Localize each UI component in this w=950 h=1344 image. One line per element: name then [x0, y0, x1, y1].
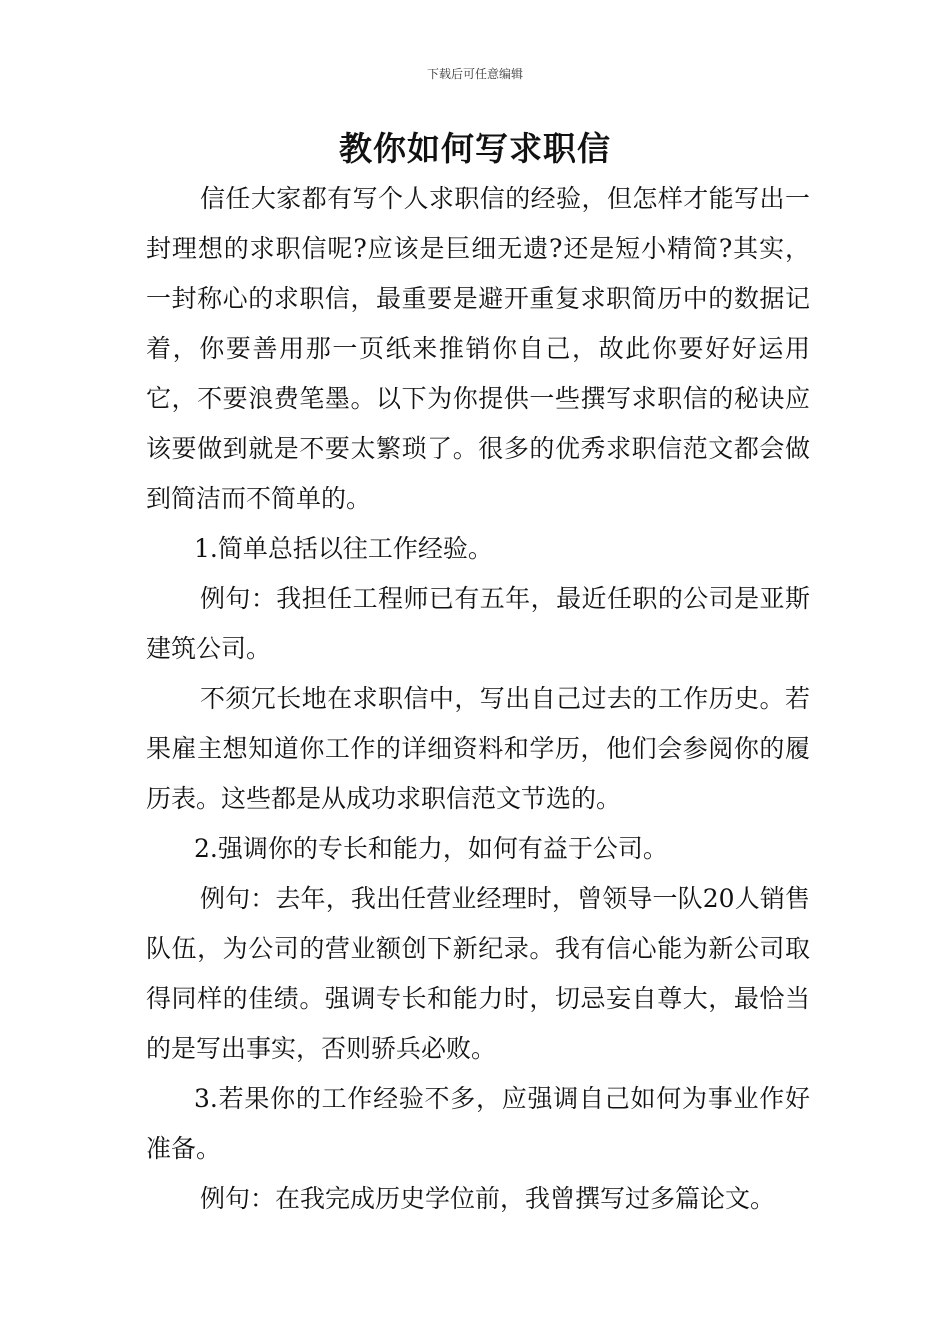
point-2-heading: 2.强调你的专长和能力，如何有益于公司。	[194, 834, 668, 863]
point-1-explanation: 不须冗长地在求职信中，写出自己过去的工作历史。若果雇主想知道你工作的详细资料和学历，他们会参阅你的履历表。这些都是从成功求职信范文节选的。	[146, 684, 810, 813]
point-1-heading: 1.简单总括以往工作经验。	[194, 534, 493, 563]
point-2-example: 例句：去年，我出任营业经理时，曾领导一队20人销售队伍，为公司的营业额创下新纪录。我有信心能为新公司取得同样的佳绩。强调专长和能力时，切忌妄自尊大，最恰当的是写出事实，否则骄兵必败。	[146, 884, 810, 1063]
document-title: 教你如何写求职信	[339, 129, 611, 168]
header-note: 下载后可任意编辑	[426, 67, 523, 81]
point-3-example: 例句：在我完成历史学位前，我曾撰写过多篇论文。	[200, 1184, 776, 1213]
document-body	[146, 174, 810, 1224]
point-3-heading: 3.若果你的工作经验不多，应强调自己如何为事业作好准备。	[146, 1084, 810, 1163]
intro-paragraph: 信任大家都有写个人求职信的经验，但怎样才能写出一封理想的求职信呢?应该是巨细无遗?还是短小精简?其实，一封称心的求职信，最重要是避开重复求职简历中的数据记着，你要善用那一页纸来推销你自己，故此你要好好运用它，不要浪费笔墨。以下为你提供一些撰写求职信的秘诀应该要做到就是不要太繁琐了。很多的优秀求职信范文都会做到简洁而不简单的。	[146, 184, 810, 513]
point-1-example: 例句：我担任工程师已有五年，最近任职的公司是亚斯建筑公司。	[146, 584, 810, 663]
